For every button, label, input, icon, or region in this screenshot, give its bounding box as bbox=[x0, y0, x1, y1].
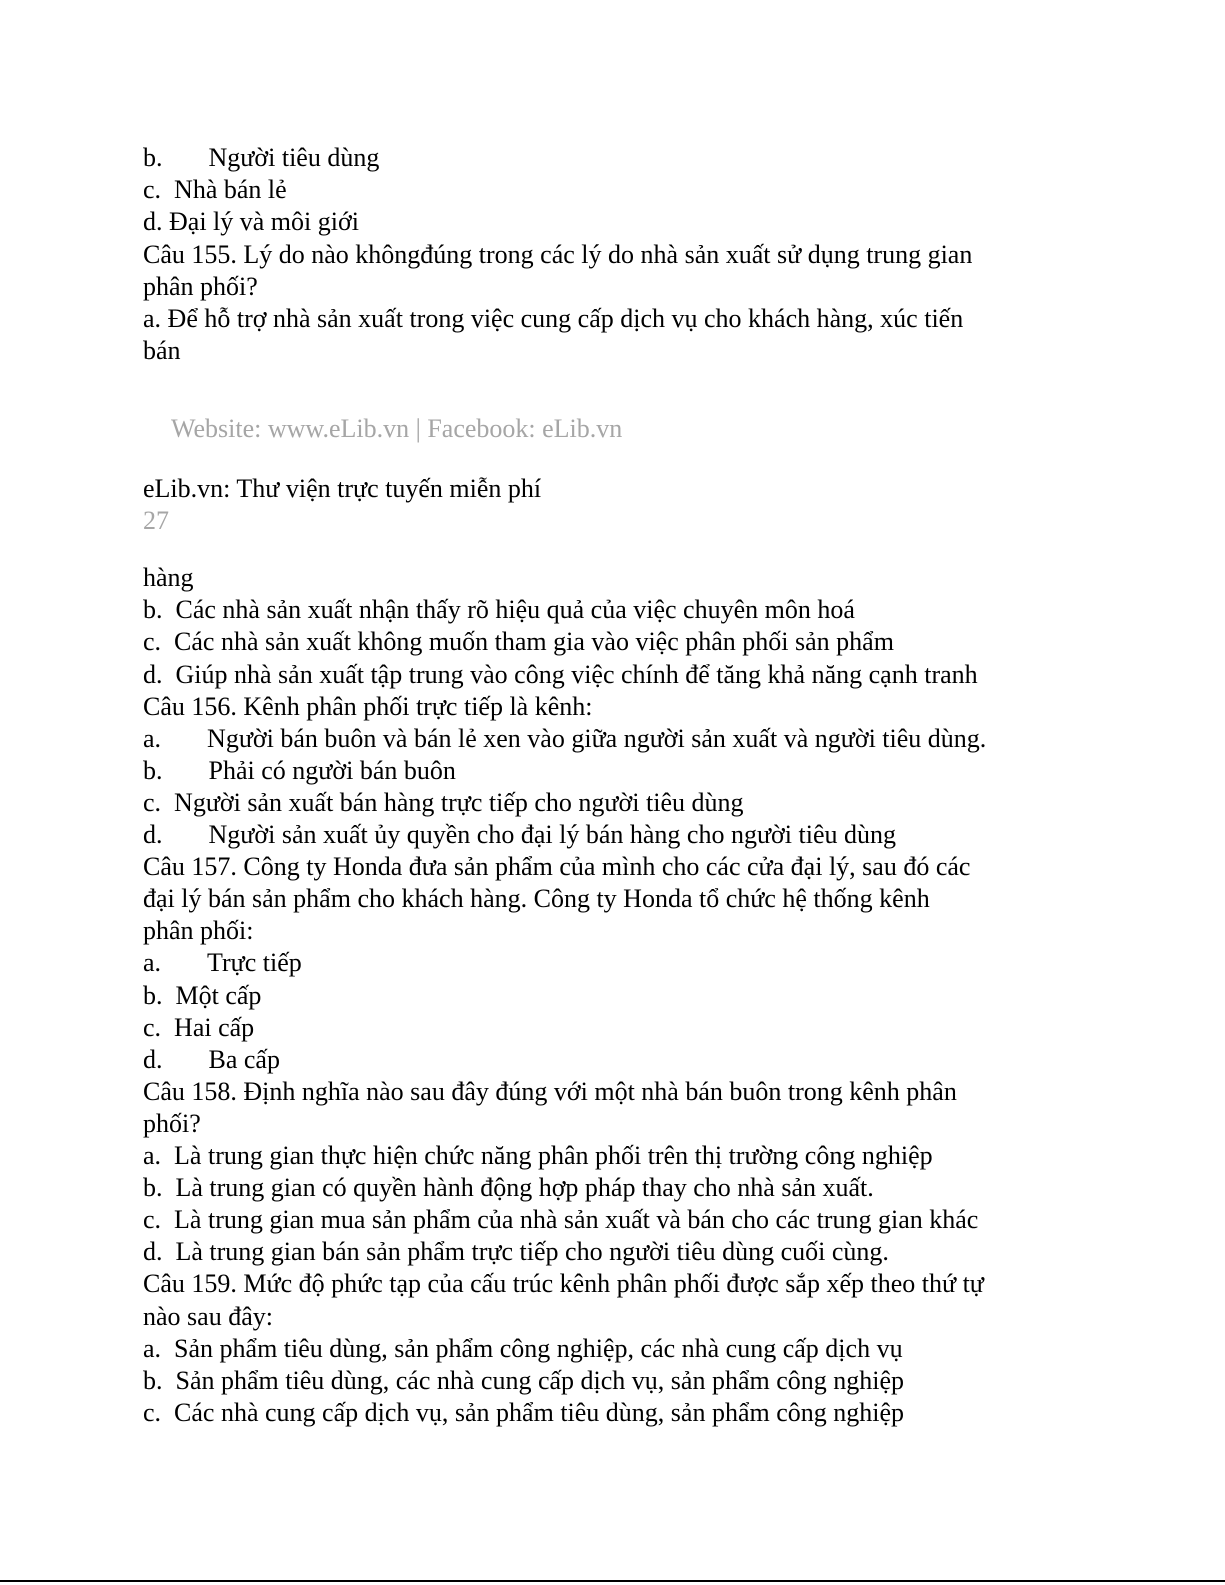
question-line bbox=[143, 1108, 201, 1140]
answer-text: Nhà bán lẻ bbox=[174, 175, 287, 204]
answer-line bbox=[143, 303, 963, 335]
question-line bbox=[143, 883, 930, 915]
answer-line bbox=[143, 947, 302, 979]
answer-line bbox=[143, 1365, 904, 1397]
answer-label: c. bbox=[143, 627, 162, 656]
answer-line bbox=[143, 1012, 254, 1044]
answer-text: Là trung gian thực hiện chức năng phân phối trên thị trường công nghiệp bbox=[174, 1141, 933, 1170]
answer-text: Người sản xuất ủy quyền cho đại lý bán hàng cho người tiêu dùng bbox=[208, 820, 897, 849]
answer-label: c. bbox=[143, 788, 162, 817]
answer-line bbox=[143, 980, 261, 1012]
answer-text: Người tiêu dùng bbox=[208, 143, 380, 172]
question-line bbox=[143, 915, 254, 947]
answer-line bbox=[143, 659, 978, 691]
answer-label: a. bbox=[143, 1334, 162, 1363]
answer-text: bán bbox=[143, 336, 181, 365]
answer-label: a. bbox=[143, 1141, 162, 1170]
question-text: Câu 158. Định nghĩa nào sau đây đúng với một nhà bán buôn trong kênh phân bbox=[143, 1077, 957, 1106]
question-text: Câu 159. Mức độ phức tạp của cấu trúc kênh phân phối được sắp xếp theo thứ tự bbox=[143, 1269, 984, 1298]
answer-line bbox=[143, 1140, 933, 1172]
answer-text: Các nhà sản xuất không muốn tham gia vào việc phân phối sản phẩm bbox=[174, 627, 894, 656]
answer-line bbox=[143, 723, 986, 755]
answer-text: Người sản xuất bán hàng trực tiếp cho người tiêu dùng bbox=[174, 788, 744, 817]
answer-line bbox=[143, 787, 743, 819]
answer-label: b. bbox=[143, 1366, 163, 1395]
question-text: Câu 155. Lý do nào khôngđúng trong các lý do nhà sản xuất sử dụng trung gian bbox=[143, 240, 973, 269]
answer-label: c. bbox=[143, 175, 162, 204]
question-line bbox=[143, 1301, 273, 1333]
answer-line bbox=[143, 1172, 874, 1204]
answer-text: Đại lý và môi giới bbox=[169, 207, 359, 236]
answer-text: Người bán buôn và bán lẻ xen vào giữa người sản xuất và người tiêu dùng. bbox=[207, 724, 987, 753]
answer-label: d. bbox=[143, 1237, 163, 1266]
question-line bbox=[143, 1268, 984, 1300]
answer-text: Một cấp bbox=[175, 981, 262, 1010]
question-line bbox=[143, 239, 972, 271]
answer-text: Giúp nhà sản xuất tập trung vào công việc chính để tăng khả năng cạnh tranh bbox=[175, 660, 978, 689]
answer-text: a. Để hỗ trợ nhà sản xuất trong việc cung cấp dịch vụ cho khách hàng, xúc tiến bbox=[143, 304, 964, 333]
answer-label: d. bbox=[143, 660, 163, 689]
answer-line bbox=[143, 206, 359, 238]
answer-line bbox=[143, 174, 287, 206]
question-line bbox=[143, 851, 970, 883]
page-bottom-rule bbox=[0, 1580, 1225, 1582]
answer-text: Các nhà sản xuất nhận thấy rõ hiệu quả của việc chuyên môn hoá bbox=[175, 595, 855, 624]
answer-label: d. bbox=[143, 1045, 163, 1074]
answer-label: d. bbox=[143, 820, 163, 849]
answer-line bbox=[143, 1397, 904, 1429]
answer-label: c. bbox=[143, 1398, 162, 1427]
answer-text: Các nhà cung cấp dịch vụ, sản phẩm tiêu dùng, sản phẩm công nghiệp bbox=[174, 1398, 905, 1427]
answer-label: b. bbox=[143, 981, 163, 1010]
question-text: phân phối: bbox=[143, 916, 254, 945]
question-text: nào sau đây: bbox=[143, 1302, 273, 1331]
answer-label: c. bbox=[143, 1013, 162, 1042]
answer-label: b. bbox=[143, 1173, 163, 1202]
answer-text: Sản phẩm tiêu dùng, các nhà cung cấp dịch vụ, sản phẩm công nghiệp bbox=[175, 1366, 905, 1395]
question-line bbox=[143, 691, 593, 723]
answer-line bbox=[143, 1333, 903, 1365]
answer-line bbox=[143, 1044, 280, 1076]
answer-line bbox=[143, 1236, 889, 1268]
question-text: Câu 157. Công ty Honda đưa sản phẩm của mình cho các cửa đại lý, sau đó các bbox=[143, 852, 971, 881]
answer-line bbox=[143, 819, 896, 851]
answer-text: Sản phẩm tiêu dùng, sản phẩm công nghiệp, các nhà cung cấp dịch vụ bbox=[174, 1334, 903, 1363]
question-text: đại lý bán sản phẩm cho khách hàng. Công ty Honda tổ chức hệ thống kênh bbox=[143, 884, 930, 913]
answer-text: Là trung gian bán sản phẩm trực tiếp cho người tiêu dùng cuối cùng. bbox=[175, 1237, 889, 1266]
answer-text: Ba cấp bbox=[208, 1045, 280, 1074]
answer-label: a. bbox=[143, 948, 162, 977]
header-title: eLib.vn: Thư viện trực tuyến miễn phí bbox=[143, 474, 542, 503]
answer-line bbox=[143, 626, 894, 658]
answer-text: Trực tiếp bbox=[207, 948, 302, 977]
answer-line bbox=[143, 1204, 978, 1236]
answer-label: b. bbox=[143, 756, 163, 785]
answer-line bbox=[143, 142, 379, 174]
answer-text: Phải có người bán buôn bbox=[208, 756, 456, 785]
answer-label: d. bbox=[143, 207, 163, 236]
question-text: Câu 156. Kênh phân phối trực tiếp là kênh: bbox=[143, 692, 593, 721]
answer-label: c. bbox=[143, 1205, 162, 1234]
page-number: 27 bbox=[143, 506, 169, 535]
answer-line bbox=[143, 335, 181, 367]
answer-label: a. bbox=[143, 724, 162, 753]
answer-text: Là trung gian có quyền hành động hợp pháp thay cho nhà sản xuất. bbox=[175, 1173, 874, 1202]
answer-label: b. bbox=[143, 143, 163, 172]
answer-line bbox=[143, 755, 456, 787]
answer-line bbox=[143, 594, 855, 626]
answer-text: Hai cấp bbox=[174, 1013, 255, 1042]
question-text: phối? bbox=[143, 1109, 201, 1138]
answer-label: b. bbox=[143, 595, 163, 624]
question-line bbox=[143, 271, 258, 303]
answer-text: Là trung gian mua sản phẩm của nhà sản xuất và bán cho các trung gian khác bbox=[174, 1205, 979, 1234]
question-line bbox=[143, 1076, 957, 1108]
answer-text: hàng bbox=[143, 563, 194, 592]
footer-website: Website: www.eLib.vn | Facebook: eLib.vn bbox=[171, 414, 623, 443]
question-text: phân phối? bbox=[143, 272, 258, 301]
answer-line bbox=[143, 562, 194, 594]
